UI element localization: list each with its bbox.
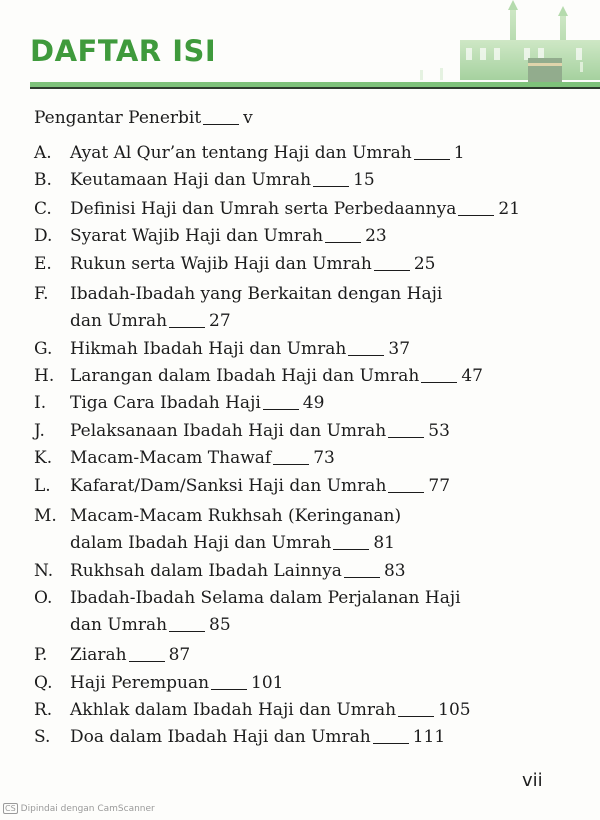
leader-line: [374, 270, 410, 271]
scanner-note-text: Dipindai dengan CamScanner: [20, 804, 155, 814]
toc-entry-page: 21: [498, 199, 521, 219]
page-title: DAFTAR ISI: [30, 34, 217, 68]
toc-entry-page: 101: [251, 673, 284, 693]
toc-entry-page: 53: [428, 421, 450, 441]
toc-entry-title: Macam-Macam Thawaf: [70, 448, 272, 468]
toc-entry-title: Ayat Al Qur’an tentang Haji dan Umrah: [70, 143, 412, 163]
toc-entry-page: 105: [438, 700, 471, 720]
toc-entry-page: 1: [453, 143, 465, 163]
toc-entry-title: Ziarah: [70, 645, 127, 665]
toc-entry-title: Tiga Cara Ibadah Haji: [70, 393, 261, 413]
leader-line: [129, 661, 165, 662]
leader-line: [211, 689, 247, 690]
toc-entry-page: 87: [168, 645, 191, 665]
leader-line: [325, 242, 361, 243]
toc-entry-letter: N.: [34, 561, 54, 581]
toc-entry-title: Hikmah Ibadah Haji dan Umrah: [70, 339, 347, 359]
camscanner-icon: CS: [5, 804, 16, 813]
toc-entry-page: 23: [365, 226, 387, 246]
toc-entry-page: 83: [383, 561, 406, 581]
toc-entry-page: 25: [413, 254, 436, 274]
leader-line: [344, 577, 380, 578]
toc-entry-title: Ibadah-Ibadah yang Berkaitan dengan Haji: [70, 284, 443, 304]
leader-line: [414, 159, 450, 160]
toc-entry-title: Ibadah-Ibadah Selama dalam Perjalanan Haji: [70, 588, 461, 608]
toc-intro-page: v: [243, 108, 253, 128]
leader-line: [458, 215, 494, 216]
toc-entry-title: Larangan dalam Ibadah Haji dan Umrah: [70, 366, 420, 386]
toc-entry-title: Rukhsah dalam Ibadah Lainnya: [70, 561, 342, 581]
toc-entry-letter: P.: [34, 645, 48, 665]
toc-entry-letter: M.: [34, 506, 57, 526]
leader-line: [273, 464, 309, 465]
leader-line: [373, 743, 409, 744]
toc-entry-page: 77: [428, 476, 451, 496]
toc-entry-title: dan Umrah: [70, 311, 168, 331]
toc-entry-letter: H.: [34, 366, 55, 386]
toc-entry-letter: O.: [34, 588, 53, 608]
toc-entry-letter: Q.: [34, 673, 53, 693]
leader-line: [348, 355, 384, 356]
toc-entry-page: 15: [353, 170, 375, 190]
toc-entry-letter: B.: [34, 170, 52, 190]
toc-entry-letter: C.: [34, 199, 52, 219]
toc-entry-title: Definisi Haji dan Umrah serta Perbedaannya: [70, 199, 457, 219]
toc-entry-letter: F.: [34, 284, 49, 304]
leader-line: [421, 382, 457, 383]
toc-entry-page: 27: [209, 311, 231, 331]
page-number: vii: [522, 770, 543, 791]
leader-line: [398, 716, 434, 717]
scanner-watermark: [3, 803, 155, 814]
leader-line: [313, 186, 349, 187]
toc-entry-page: 47: [461, 366, 483, 386]
toc-entry-title: Rukun serta Wajib Haji dan Umrah: [70, 254, 372, 274]
toc-entry-letter: S.: [34, 727, 51, 747]
toc-entry-letter: A.: [34, 143, 52, 163]
toc-entry-title: Akhlak dalam Ibadah Haji dan Umrah: [70, 700, 397, 720]
toc-entry-title: Macam-Macam Rukhsah (Keringanan): [70, 506, 402, 526]
toc-entry-page: 111: [412, 727, 446, 747]
leader-line: [388, 437, 424, 438]
toc-entry-title: Pelaksanaan Ibadah Haji dan Umrah: [70, 421, 387, 441]
leader-line: [169, 327, 205, 328]
toc-entry-letter: J.: [34, 421, 45, 441]
kaaba-mosque-illustration: [400, 0, 600, 95]
toc-entry-page: 49: [302, 393, 325, 413]
toc-entry-title: dalam Ibadah Haji dan Umrah: [70, 533, 332, 553]
toc-entry-page: 37: [388, 339, 411, 359]
toc-entry-title: dan Umrah: [70, 615, 168, 635]
toc-entry-title: Doa dalam Ibadah Haji dan Umrah: [70, 727, 371, 747]
leader-line: [333, 549, 369, 550]
toc-entry-letter: K.: [34, 448, 53, 468]
leader-line: [169, 631, 205, 632]
toc-entry-letter: D.: [34, 226, 53, 246]
toc-entry-letter: R.: [34, 700, 53, 720]
toc-entry-letter: G.: [34, 339, 53, 359]
leader-line: [203, 124, 239, 125]
leader-line: [388, 492, 424, 493]
toc-entry-title: Keutamaan Haji dan Umrah: [70, 170, 312, 190]
toc-entry-letter: E.: [34, 254, 52, 274]
toc-entry-letter: L.: [34, 476, 51, 496]
title-underline: [30, 87, 600, 89]
toc-entry-page: 81: [373, 533, 395, 553]
toc-entry-letter: I.: [34, 393, 47, 413]
toc-entry-title: Syarat Wajib Haji dan Umrah: [70, 226, 324, 246]
toc-intro-text: Pengantar Penerbit: [34, 108, 202, 128]
toc-entry-page: 73: [313, 448, 335, 468]
toc-entry-title: Haji Perempuan: [70, 673, 210, 693]
toc-entry-title: Kafarat/Dam/Sanksi Haji dan Umrah: [70, 476, 387, 496]
toc-entry-page: 85: [209, 615, 231, 635]
leader-line: [263, 409, 299, 410]
